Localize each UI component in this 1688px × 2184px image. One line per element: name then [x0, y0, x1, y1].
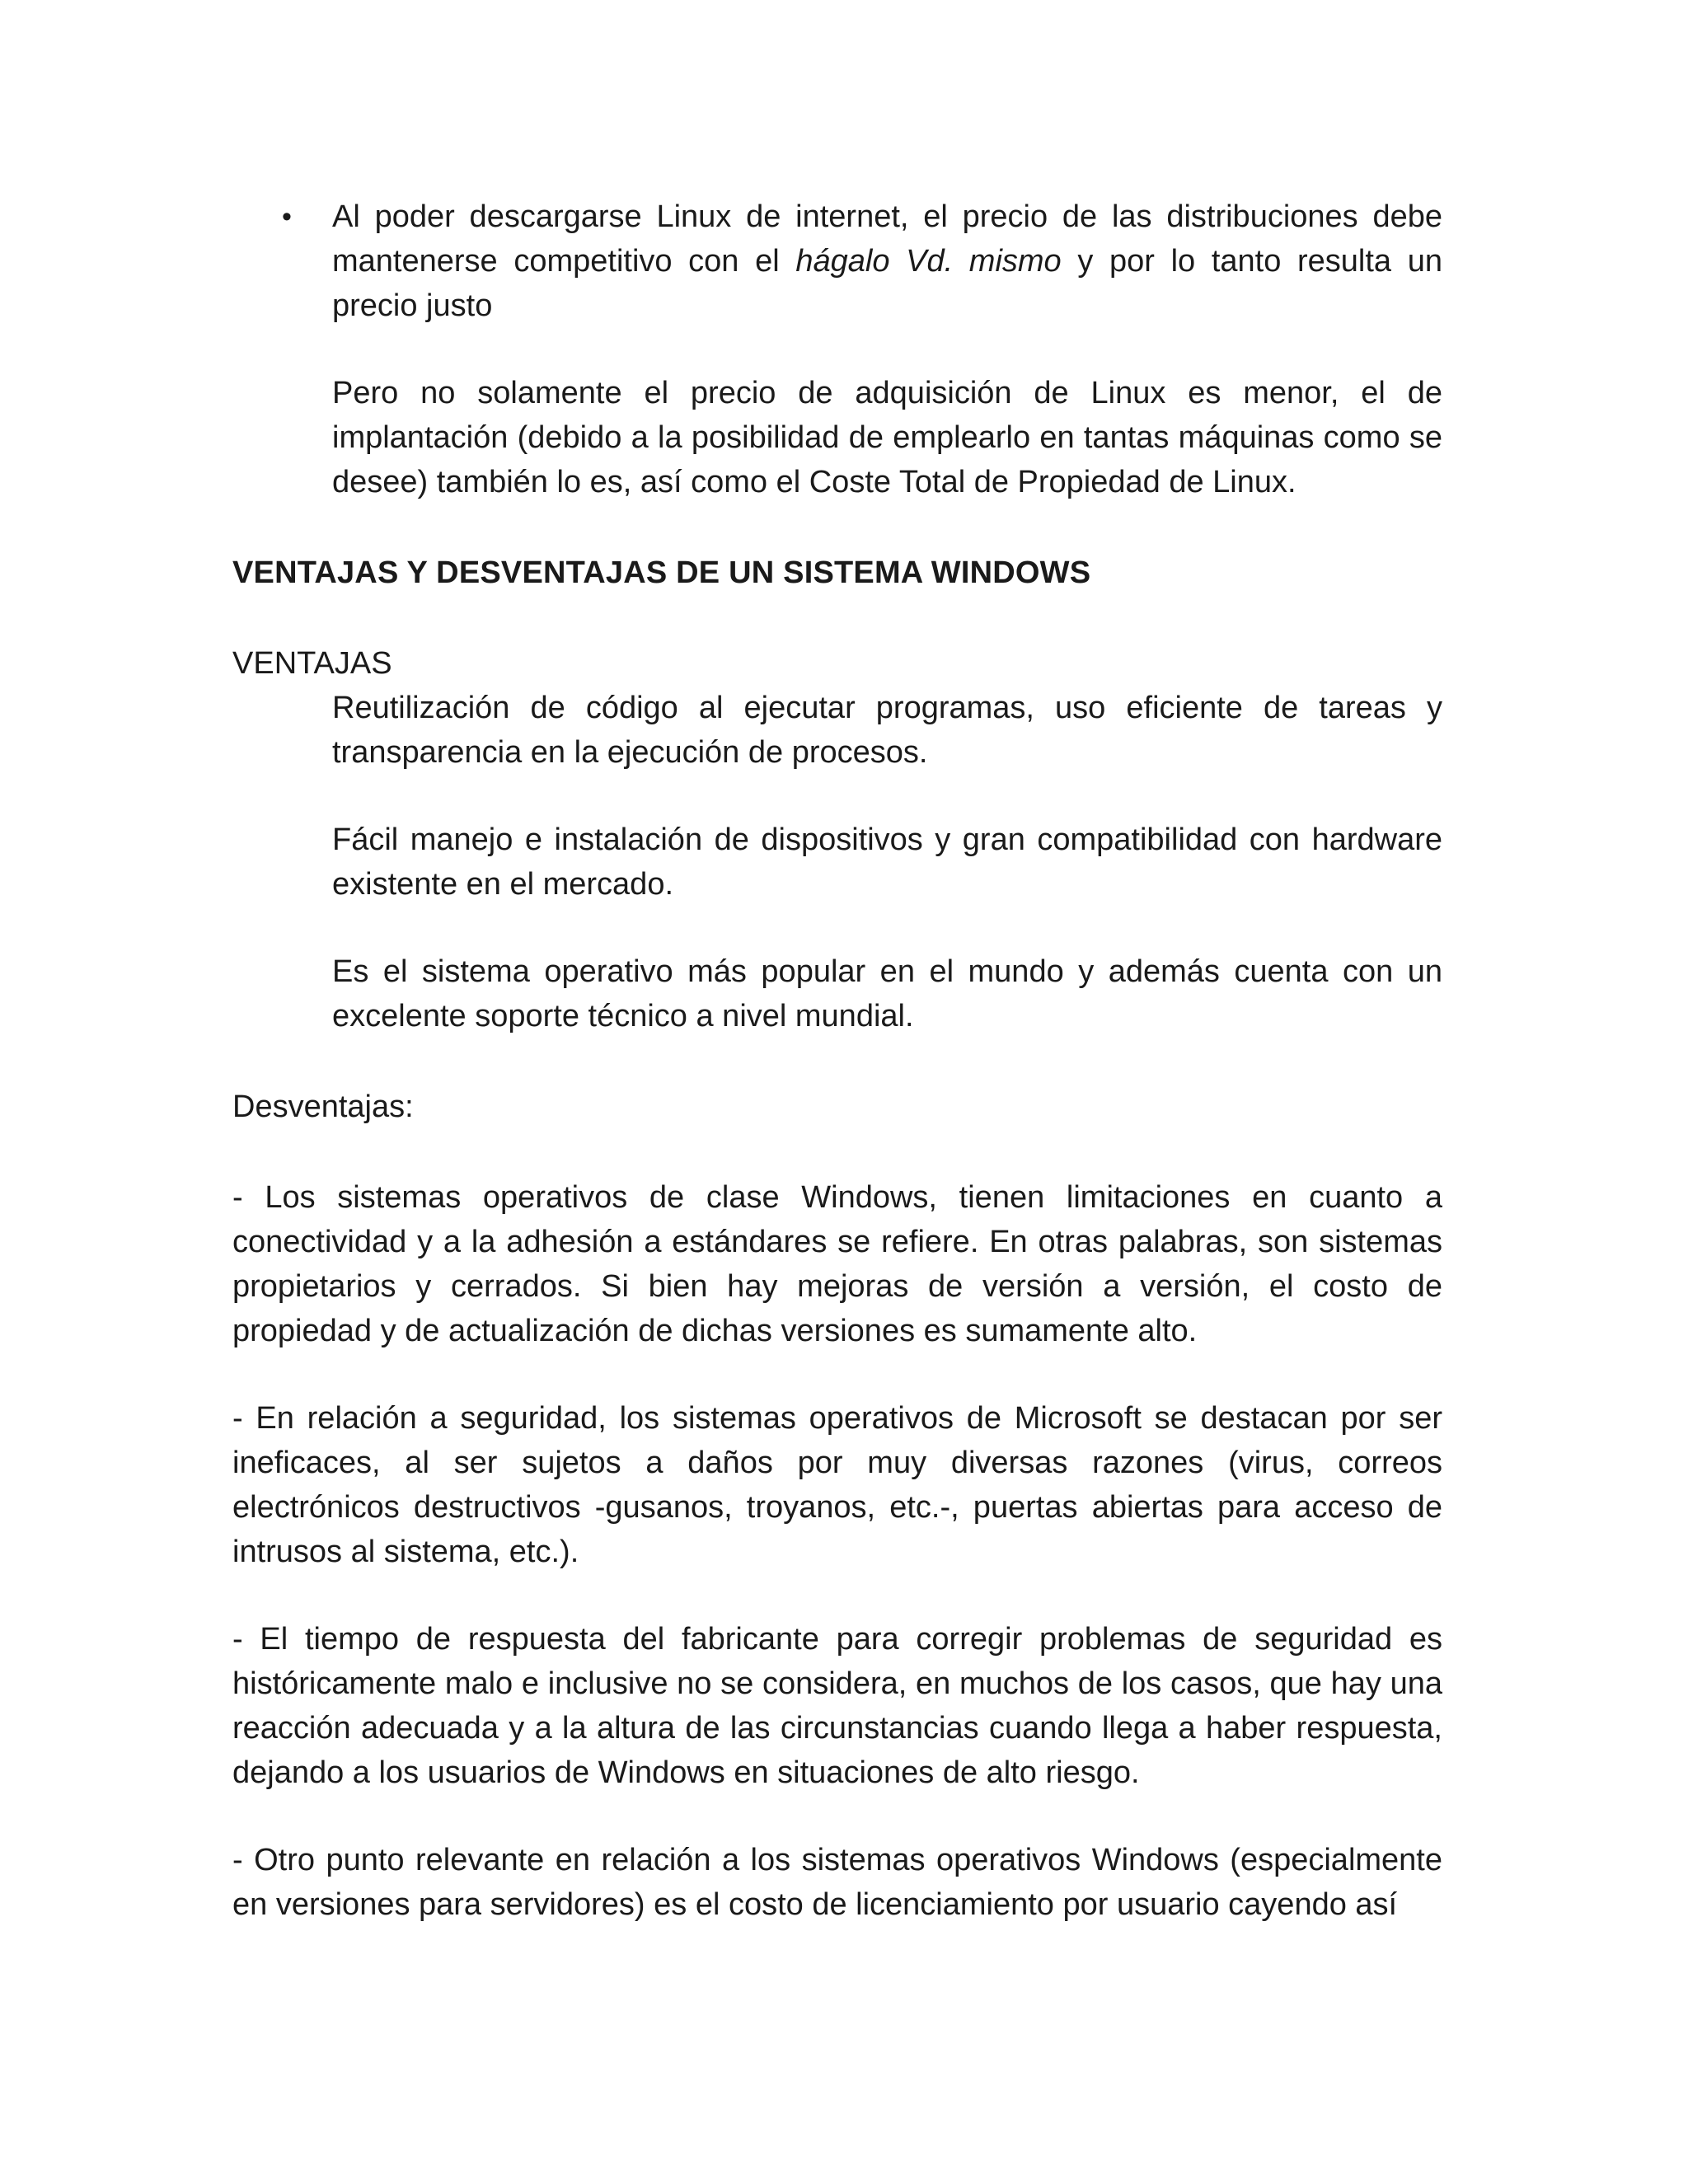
section-heading: VENTAJAS Y DESVENTAJAS DE UN SISTEMA WINDOWS	[232, 555, 1091, 590]
desventaja-item: - Los sistemas operativos de clase Windows, tienen limitaciones en cuanto a conectividad y a la adhesión a estándares se refiere. En otras palabras, son sistemas propietarios y cerrados. Si bien hay mejoras de versión a versión, el costo de propiedad y de actualización de dichas versiones es sumamente alto.	[232, 1180, 1442, 1348]
desventajas-label: Desventajas:	[232, 1090, 414, 1124]
desventaja-item: - El tiempo de respuesta del fabricante para corregir problemas de seguridad es históricamente malo e inclusive no se considera, en muchos de los casos, que hay una reacción adecuada y a la altura de las circunstancias cuando llega a haber respuesta, dejando a los usuarios de Windows en situaciones de alto riesgo.	[232, 1622, 1442, 1790]
bullet-text-end: y por lo tanto resulta un precio justo	[332, 244, 1442, 323]
ventajas-list	[232, 686, 1442, 1038]
ventaja-item: Reutilización de código al ejecutar programas, uso eficiente de tareas y transparencia en la ejecución de procesos.	[332, 691, 1442, 770]
bullet-text-italic: hágalo Vd. mismo	[795, 244, 1062, 279]
bullet-paragraph-cost: Pero no solamente el precio de adquisición de Linux es menor, el de implantación (debido a la posibilidad de emplearlo en tantas máquinas como se desee) también lo es, así como el Coste Total de Propiedad de Linux.	[332, 376, 1442, 499]
bullet-text	[332, 194, 1442, 328]
ventajas-label: VENTAJAS	[232, 646, 392, 681]
bullet-item-linux-price	[232, 194, 1442, 504]
desventaja-item: - Otro punto relevante en relación a los sistemas operativos Windows (especialmente en versiones para servidores) es el costo de licenciamiento por usuario cayendo así	[232, 1843, 1442, 1922]
ventaja-item: Fácil manejo e instalación de dispositivos y gran compatibilidad con hardware existente en el mercado.	[332, 823, 1442, 902]
bullet-text-start: Al poder descargarse Linux de internet, el precio de las distribuciones debe mantenerse competitivo con el	[332, 199, 1442, 279]
document-body	[232, 194, 1442, 1927]
bullet-icon: •	[282, 201, 292, 232]
ventaja-item: Es el sistema operativo más popular en el mundo y además cuenta con un excelente soporte técnico a nivel mundial.	[332, 954, 1442, 1033]
desventaja-item: - En relación a seguridad, los sistemas operativos de Microsoft se destacan por ser ineficaces, al ser sujetos a daños por muy diversas razones (virus, correos electrónicos destructivos -gusanos, troyanos, etc.-, puertas abiertas para acceso de intrusos al sistema, etc.).	[232, 1401, 1442, 1569]
